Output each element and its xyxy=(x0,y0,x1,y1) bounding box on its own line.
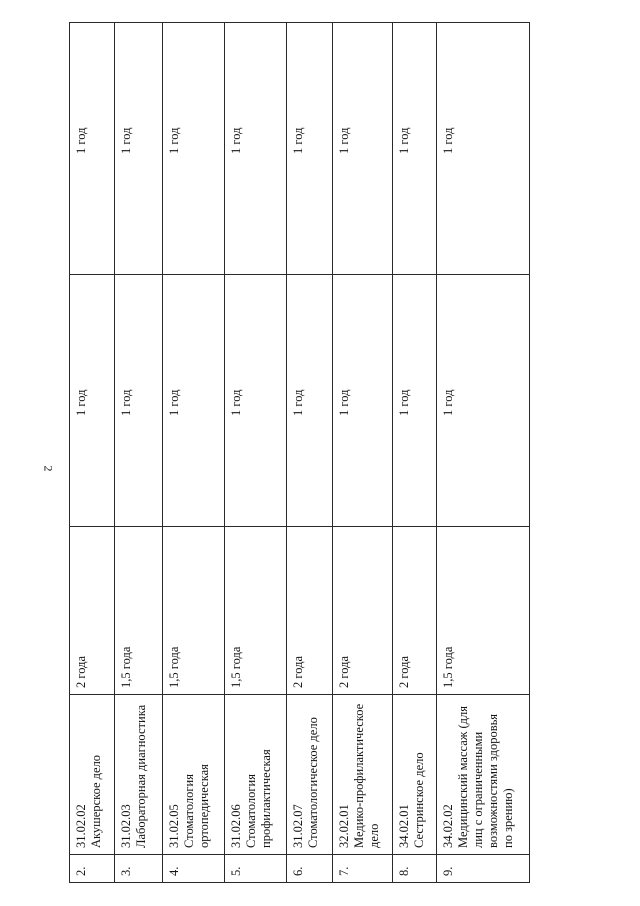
row-number: 4. xyxy=(163,855,225,883)
duration-cell: 1,5 года xyxy=(225,527,287,695)
specialty-cell xyxy=(333,695,393,855)
duration-cell: 1 год xyxy=(437,275,530,527)
duration-cell: 1 год xyxy=(287,23,333,275)
specialty-name: Медико-профилактическое дело xyxy=(352,703,381,848)
specialty-cell xyxy=(287,695,333,855)
table-row xyxy=(437,23,530,883)
specialty-name: Медицинский массаж (для лиц с ограниченными возможностями здоровья по зрению) xyxy=(456,705,515,848)
duration-cell: 1 год xyxy=(287,275,333,527)
specialty-cell xyxy=(225,695,287,855)
table-row xyxy=(333,23,393,883)
row-number: 9. xyxy=(437,855,530,883)
specialties-table xyxy=(69,22,530,883)
row-number: 2. xyxy=(70,855,115,883)
table-body xyxy=(70,23,530,883)
specialty-name: Стоматология ортопедическая xyxy=(182,764,211,848)
duration-cell: 2 года xyxy=(333,527,393,695)
page-number: 2 xyxy=(41,465,56,472)
duration-cell: 2 года xyxy=(70,527,115,695)
specialty-name: Акушерское дело xyxy=(89,754,103,848)
row-number: 7. xyxy=(333,855,393,883)
specialty-code: 34.02.02 xyxy=(441,804,455,848)
specialty-name: Стоматология профилактическая xyxy=(244,749,273,848)
row-number: 5. xyxy=(225,855,287,883)
duration-cell: 1 год xyxy=(333,23,393,275)
duration-cell: 1 год xyxy=(115,23,163,275)
duration-cell: 1 год xyxy=(333,275,393,527)
specialty-code: 31.02.02 xyxy=(74,804,88,848)
specialty-code: 32.02.01 xyxy=(337,804,351,848)
duration-cell: 2 года xyxy=(393,527,437,695)
specialty-cell xyxy=(163,695,225,855)
table-row xyxy=(287,23,333,883)
table-row xyxy=(393,23,437,883)
duration-cell: 1 год xyxy=(225,275,287,527)
specialty-name: Сестринское дело xyxy=(412,752,426,848)
specialty-cell xyxy=(437,695,530,855)
row-number: 6. xyxy=(287,855,333,883)
specialty-cell xyxy=(70,695,115,855)
specialty-code: 31.02.06 xyxy=(229,804,243,848)
specialty-name: Стоматологическое дело xyxy=(306,717,320,848)
specialty-code: 31.02.03 xyxy=(119,804,133,848)
duration-cell: 2 года xyxy=(287,527,333,695)
duration-cell: 1 год xyxy=(393,23,437,275)
specialty-name: Лабораторная диагностика xyxy=(134,704,148,848)
table-row xyxy=(70,23,115,883)
specialty-cell xyxy=(393,695,437,855)
duration-cell: 1 год xyxy=(163,275,225,527)
duration-cell: 1 год xyxy=(115,275,163,527)
duration-cell: 1 год xyxy=(163,23,225,275)
duration-cell: 1,5 года xyxy=(163,527,225,695)
table-row xyxy=(115,23,163,883)
specialty-code: 34.02.01 xyxy=(397,804,411,848)
row-number: 8. xyxy=(393,855,437,883)
duration-cell: 1 год xyxy=(70,23,115,275)
duration-cell: 1,5 года xyxy=(437,527,530,695)
duration-cell: 1 год xyxy=(225,23,287,275)
duration-cell: 1 год xyxy=(393,275,437,527)
document-table-wrapper xyxy=(69,23,529,883)
duration-cell: 1 год xyxy=(437,23,530,275)
specialty-code: 31.02.07 xyxy=(291,804,305,848)
row-number: 3. xyxy=(115,855,163,883)
duration-cell: 1,5 года xyxy=(115,527,163,695)
specialty-code: 31.02.05 xyxy=(167,804,181,848)
table-row xyxy=(225,23,287,883)
duration-cell: 1 год xyxy=(70,275,115,527)
specialty-cell xyxy=(115,695,163,855)
table-row xyxy=(163,23,225,883)
